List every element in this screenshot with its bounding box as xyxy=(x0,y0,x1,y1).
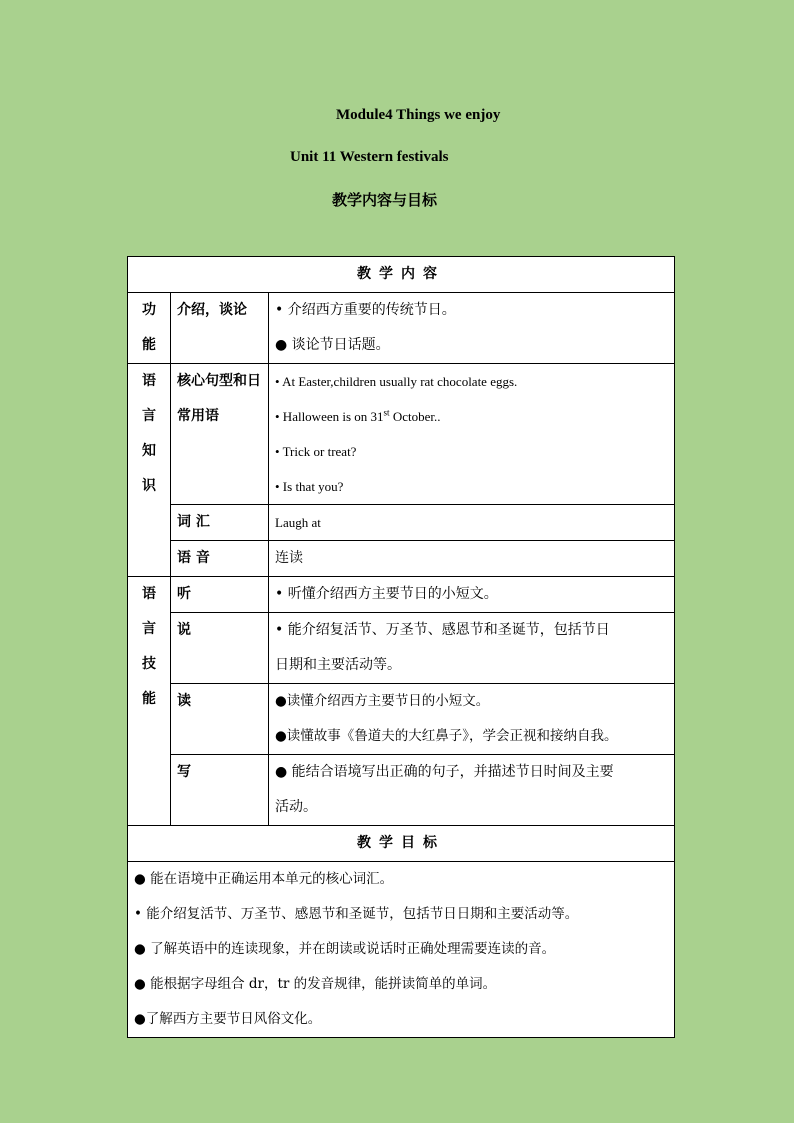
goals-header-row xyxy=(128,826,675,862)
goals-details xyxy=(128,862,675,1038)
table-row xyxy=(128,613,675,684)
phonics-details: 连读 xyxy=(269,541,675,577)
module-title: Module4 Things we enjoy xyxy=(336,107,501,123)
subcategory-label: 核心句型和日常用语 xyxy=(171,364,269,505)
subcategory-label: 说 xyxy=(171,613,269,684)
category-char: 能 xyxy=(142,337,156,353)
content-header: 教学内容 xyxy=(128,257,675,293)
table-row xyxy=(128,755,675,826)
table-row xyxy=(128,541,675,577)
goal-item: ●了解西方主要节日风俗文化。 xyxy=(134,1011,322,1027)
goal-item: ● 能根据字母组合 dr，tr 的发音规律，能拼读简单的单词。 xyxy=(134,976,497,992)
listen-details: • 听懂介绍西方主要节日的小短文。 xyxy=(269,577,675,613)
table-row xyxy=(128,293,675,364)
lesson-table xyxy=(127,256,675,1038)
goal-item: ● 了解英语中的连读现象，并在朗读或说话时正确处理需要连读的音。 xyxy=(134,941,556,957)
function-details xyxy=(269,293,675,364)
vocab-details: Laugh at xyxy=(269,505,675,541)
section-title: 教学内容与目标 xyxy=(332,191,438,209)
list-item: • At Easter,children usually rat chocolate eggs. xyxy=(275,374,518,389)
table-row xyxy=(128,577,675,613)
list-item: 活动。 xyxy=(275,799,317,815)
list-item: • 介绍西方重要的传统节日。 xyxy=(275,302,456,318)
category-char: 语 xyxy=(142,373,156,389)
content-header-row xyxy=(128,257,675,293)
table-row xyxy=(128,364,675,505)
subcategory-label: 读 xyxy=(171,684,269,755)
subcategory-label: 听 xyxy=(171,577,269,613)
category-char: 功 xyxy=(142,302,156,318)
category-function xyxy=(128,293,171,364)
list-item: ● 谈论节日话题。 xyxy=(275,337,390,353)
table-row xyxy=(128,684,675,755)
speak-details xyxy=(269,613,675,684)
list-item: • Is that you? xyxy=(275,479,344,494)
category-char: 言 xyxy=(142,621,156,637)
goal-item: • 能介绍复活节、万圣节、感恩节和圣诞节，包括节日日期和主要活动等。 xyxy=(134,906,579,922)
category-char: 能 xyxy=(142,691,156,707)
subcategory-label: 词 汇 xyxy=(171,505,269,541)
category-skills xyxy=(128,577,171,826)
list-item: ●读懂故事《鲁道夫的大红鼻子》，学会正视和接纳自我。 xyxy=(275,728,618,744)
list-item: ● 能结合语境写出正确的句子，并描述节日时间及主要 xyxy=(275,764,614,780)
pattern-details xyxy=(269,364,675,505)
category-knowledge xyxy=(128,364,171,577)
list-item: ●读懂介绍西方主要节日的小短文。 xyxy=(275,693,490,709)
category-char: 技 xyxy=(142,656,156,672)
category-char: 言 xyxy=(142,408,156,424)
list-item: • Trick or treat? xyxy=(275,444,357,459)
write-details xyxy=(269,755,675,826)
unit-title: Unit 11 Western festivals xyxy=(290,149,449,165)
goal-item: ● 能在语境中正确运用本单元的核心词汇。 xyxy=(134,871,394,887)
list-item: • 能介绍复活节、万圣节、感恩节和圣诞节，包括节日 xyxy=(275,622,610,638)
list-item: • Halloween is on 31st October.. xyxy=(275,407,441,424)
category-char: 语 xyxy=(142,586,156,602)
list-item: 日期和主要活动等。 xyxy=(275,657,401,673)
goals-header: 教学目标 xyxy=(128,826,675,862)
read-details xyxy=(269,684,675,755)
category-char: 识 xyxy=(142,478,156,494)
category-char: 知 xyxy=(142,443,156,459)
subcategory-label: 介绍，谈论 xyxy=(171,293,269,364)
subcategory-label: 写 xyxy=(171,755,269,826)
table-row xyxy=(128,505,675,541)
table-row xyxy=(128,862,675,1038)
subcategory-label: 语 音 xyxy=(171,541,269,577)
